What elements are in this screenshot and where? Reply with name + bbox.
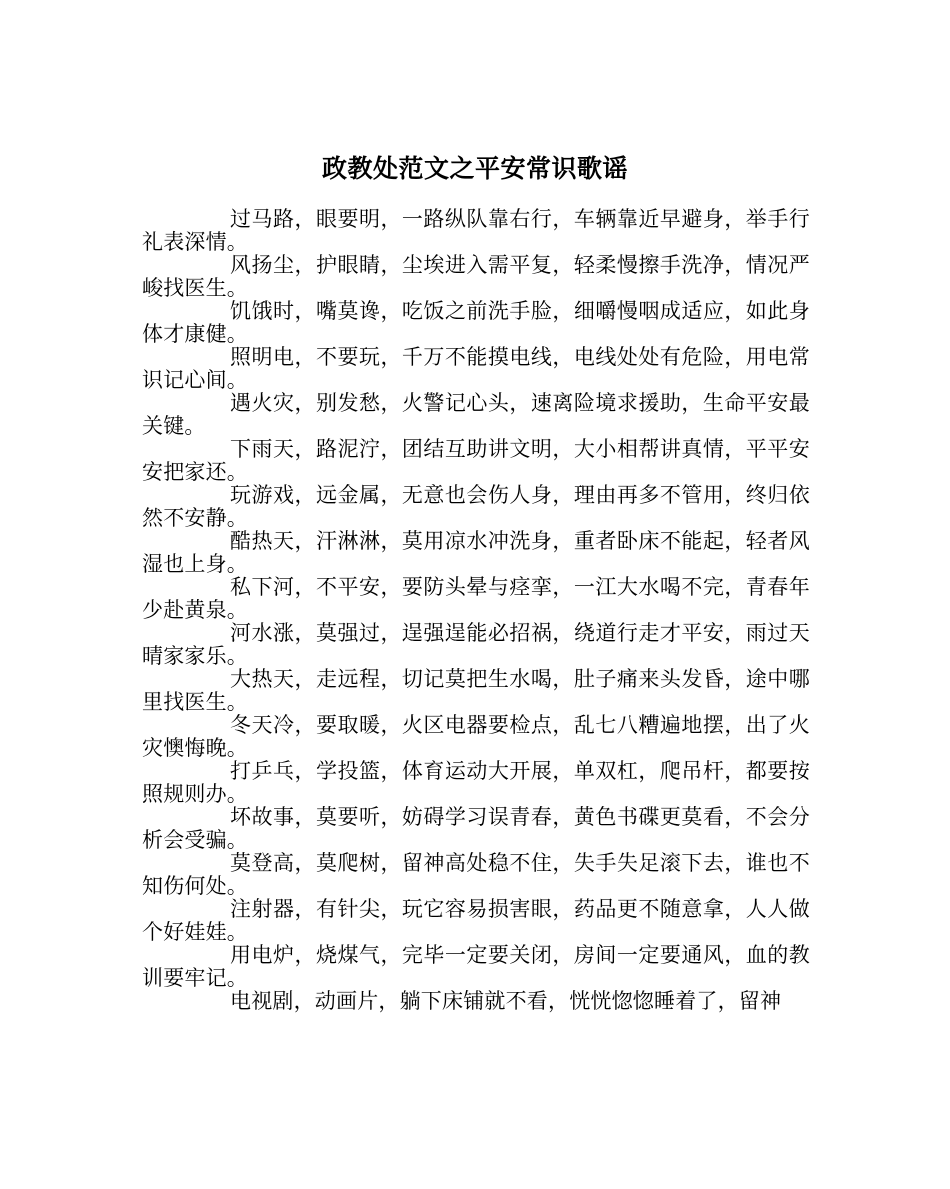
rhyme-paragraph: 酷热天，汗淋淋，莫用凉水冲洗身，重者卧床不能起，轻者风湿也上身。 bbox=[142, 529, 810, 576]
rhyme-paragraph: 遇火灾，别发愁，火警记心头，速离险境求援助，生命平安最关键。 bbox=[142, 391, 810, 438]
rhyme-paragraph: 风扬尘，护眼睛，尘埃进入需平复，轻柔慢擦手洗净，情况严峻找医生。 bbox=[142, 253, 810, 300]
rhyme-paragraph: 河水涨，莫强过，逞强逞能必招祸，绕道行走才平安，雨过天晴家家乐。 bbox=[142, 621, 810, 668]
document-title: 政教处范文之平安常识歌谣 bbox=[321, 153, 628, 183]
rhyme-paragraph: 照明电，不要玩，千万不能摸电线，电线处处有危险，用电常识记心间。 bbox=[142, 345, 810, 392]
document-body bbox=[142, 208, 810, 1013]
rhyme-paragraph: 用电炉，烧煤气，完毕一定要关闭，房间一定要通风，血的教训要牢记。 bbox=[142, 943, 810, 990]
rhyme-paragraph: 打乒乓，学投篮，体育运动大开展，单双杠，爬吊杆，都要按照规则办。 bbox=[142, 759, 810, 806]
rhyme-paragraph: 坏故事，莫要听，妨碍学习误青春，黄色书碟更莫看，不会分析会受骗。 bbox=[142, 805, 810, 852]
rhyme-paragraph: 私下河，不平安，要防头晕与痉挛，一江大水喝不完，青春年少赴黄泉。 bbox=[142, 575, 810, 622]
rhyme-paragraph: 电视剧，动画片，躺下床铺就不看，恍恍惚惚睡着了，留神 bbox=[230, 989, 782, 1013]
rhyme-paragraph: 注射器，有针尖，玩它容易损害眼，药品更不随意拿，人人做个好娃娃。 bbox=[142, 897, 810, 944]
rhyme-paragraph: 莫登高，莫爬树，留神高处稳不住，失手失足滚下去，谁也不知伤何处。 bbox=[142, 851, 810, 898]
rhyme-paragraph: 玩游戏，远金属，无意也会伤人身，理由再多不管用，终归依然不安静。 bbox=[142, 483, 810, 530]
rhyme-paragraph: 下雨天，路泥泞，团结互助讲文明，大小相帮讲真情，平平安安把家还。 bbox=[142, 437, 810, 484]
rhyme-paragraph: 过马路，眼要明，一路纵队靠右行，车辆靠近早避身，举手行礼表深情。 bbox=[142, 207, 810, 254]
rhyme-paragraph: 大热天，走远程，切记莫把生水喝，肚子痛来头发昏，途中哪里找医生。 bbox=[142, 667, 810, 714]
rhyme-paragraph: 冬天冷，要取暖，火区电器要检点，乱七八糟遍地摆，出了火灾懊悔晚。 bbox=[142, 713, 810, 760]
rhyme-paragraph: 饥饿时，嘴莫谗，吃饭之前洗手脸，细嚼慢咽成适应，如此身体才康健。 bbox=[142, 299, 810, 346]
